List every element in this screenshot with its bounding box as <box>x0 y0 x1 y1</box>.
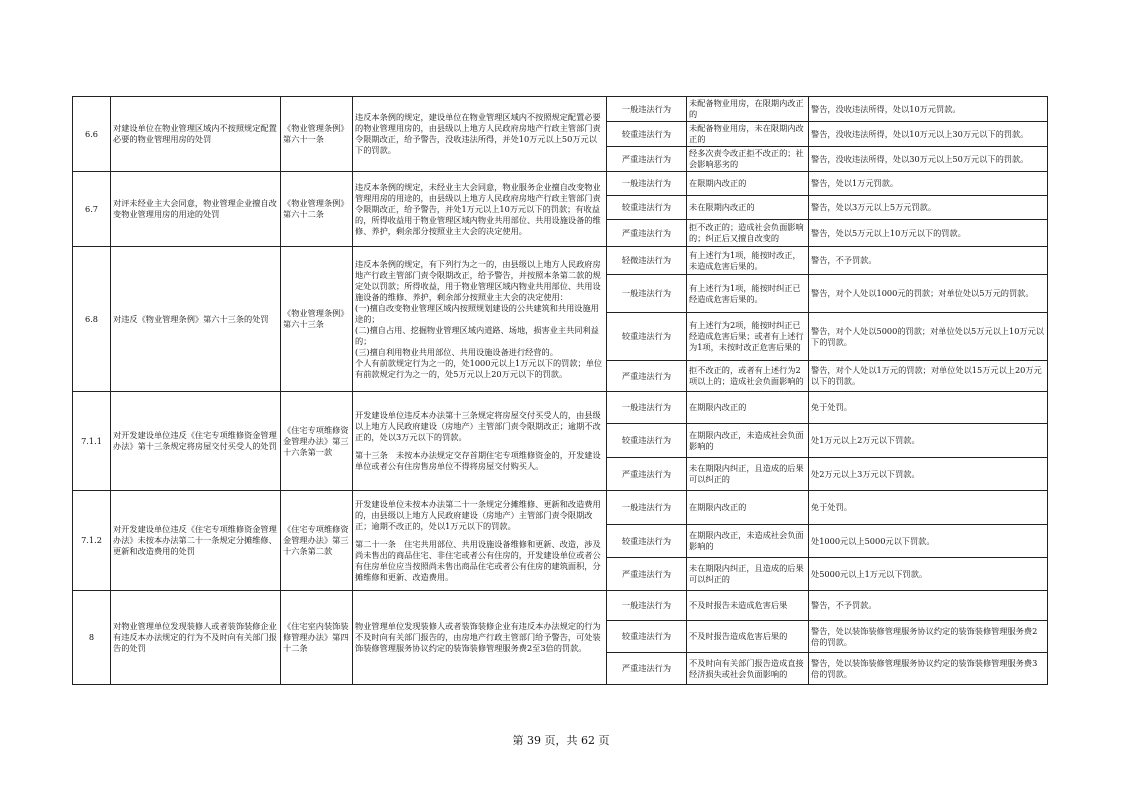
legal-basis: 《住宅室内装饰装修管理办法》第四十二条 <box>281 591 353 685</box>
footer-middle: 页，共 <box>541 734 581 747</box>
violation-level: 较重违法行为 <box>607 525 687 558</box>
table-row <box>73 491 1048 525</box>
circumstance: 不及时向有关部门报告造成直接经济损失或社会负面影响的 <box>687 653 809 685</box>
legal-basis: 《住宅专项维修资金管理办法》第三十六条第二款 <box>281 491 353 591</box>
table-row <box>73 392 1048 424</box>
penalty: 处2万元以上3万元以下罚款。 <box>809 458 1048 491</box>
violation-level: 严重违法行为 <box>607 558 687 591</box>
circumstance: 在限期内改正的 <box>687 172 809 196</box>
legal-clause <box>353 591 607 685</box>
circumstance: 拒不改正的，或者有上述行为2项以上的；造成社会负面影响的 <box>687 361 809 392</box>
violation-level: 较重违法行为 <box>607 313 687 361</box>
circumstance: 不及时报告造成危害后果的 <box>687 621 809 653</box>
footer-prefix: 第 <box>512 734 527 747</box>
violation-level: 一般违法行为 <box>607 275 687 313</box>
circumstance: 在期限内改正的 <box>687 491 809 525</box>
clause-paragraph: 开发建设单位违反本办法第十三条规定将房屋交付买受人的，由县级以上地方人民政府建设（房地产）主管部门责令限期改正；逾期不改正的，处以3万元以下的罚款。 <box>355 410 601 442</box>
circumstance: 未配备物业用房，在限期内改正的 <box>687 97 809 122</box>
circumstance: 在期限内改正的 <box>687 392 809 424</box>
circumstance: 有上述行为1项，能按时改正，未造成危害后果的。 <box>687 247 809 275</box>
footer-suffix: 页 <box>595 734 610 747</box>
violation-level: 严重违法行为 <box>607 147 687 172</box>
table-body <box>73 97 1048 685</box>
item-name: 对开发建设单位违反《住宅专项维修资金管理办法》第十三条规定将房屋交付买受人的处罚 <box>111 392 281 491</box>
penalty: 警告，不予罚款。 <box>809 591 1048 621</box>
penalty: 警告，对个人处以1000元的罚款；对单位处以5万元的罚款。 <box>809 275 1048 313</box>
penalty: 警告，处以装饰装修管理服务协议约定的装饰装修管理服务费2倍的罚款。 <box>809 621 1048 653</box>
legal-basis: 《住宅专项维修资金管理办法》第三十六条第一款 <box>281 392 353 491</box>
item-number: 7.1.2 <box>73 491 111 591</box>
penalty: 处5000元以上1万元以下罚款。 <box>809 558 1048 591</box>
table-row <box>73 172 1048 196</box>
penalty-table <box>72 96 1048 685</box>
item-name: 对开发建设单位违反《住宅专项维修资金管理办法》未按本办法第二十一条规定分摊维修、更新和改造费用的处罚 <box>111 491 281 591</box>
item-name: 对违反《物业管理条例》第六十三条的处罚 <box>111 247 281 392</box>
clause-paragraph: 第十三条 未按本办法规定交存首期住宅专项维修资金的，开发建设单位或者公有住房售房单位不得将房屋交付购买人。 <box>355 450 601 471</box>
legal-clause <box>353 491 607 591</box>
circumstance: 有上述行为1项，能按时纠正已经造成危害后果的。 <box>687 275 809 313</box>
legal-clause <box>353 172 607 247</box>
circumstance: 未配备物业用房，未在限期内改正的 <box>687 122 809 147</box>
penalty: 警告，没收违法所得，处以10万元罚款。 <box>809 97 1048 122</box>
penalty: 警告，处以装饰装修管理服务协议约定的装饰装修管理服务费3倍的罚款。 <box>809 653 1048 685</box>
item-number: 6.6 <box>73 97 111 172</box>
table-row <box>73 591 1048 621</box>
violation-level: 一般违法行为 <box>607 97 687 122</box>
circumstance: 有上述行为2项，能按时纠正已经造成危害后果；或者有上述行为1项，未按时改正危害后果的 <box>687 313 809 361</box>
clause-paragraph: 开发建设单位未按本办法第二十一条规定分摊维修、更新和改造费用的，由县级以上地方人民政府建设（房地产）主管部门责令限期改正；逾期不改正的，处以1万元以下的罚款。 <box>355 498 601 531</box>
clause-paragraph: 违反本条例的规定，有下列行为之一的，由县级以上地方人民政府房地产行政主管部门责令限期改正，给予警告，并按照本条第二款的规定处以罚款；所得收益，用于物业管理区域内物业共用部位、共用设施设备的维修、养护，剩余部分按照业主大会的决定使用： <box>355 258 601 302</box>
clause-paragraph: (一)擅自改变物业管理区域内按照规划建设的公共建筑和共用设施用途的； <box>355 302 599 324</box>
circumstance: 未在限期内改正的 <box>687 196 809 220</box>
item-name: 对评未经业主大会同意，物业管理企业擅自改变物业管理用房的用途的处罚 <box>111 172 281 247</box>
clause-paragraph: 物业管理单位发现装修人或者装饰装修企业有违反本办法规定的行为不及时向有关部门报告的，由房地产行政主管部门给予警告，可处装饰装修管理服务协议约定的装饰装修管理服务费2至3倍的罚款。 <box>355 621 601 653</box>
circumstance: 不及时报告未造成危害后果 <box>687 591 809 621</box>
item-number: 7.1.1 <box>73 392 111 491</box>
page-total: 62 <box>581 734 595 747</box>
clause-paragraph: 第二十一条 住宅共用部位、共用设施设备维修和更新、改造，涉及尚未售出的商品住宅、非住宅或者公有住房的，开发建设单位或者公有住房单位应当按照尚未售出商品住宅或者公有住房的建筑面积，分摊维修和更新、改造费用。 <box>355 538 601 582</box>
violation-level: 严重违法行为 <box>607 220 687 247</box>
violation-level: 严重违法行为 <box>607 361 687 392</box>
violation-level: 较重违法行为 <box>607 424 687 458</box>
penalty: 警告，没收违法所得，处以10万元以上30万元以下的罚款。 <box>809 122 1048 147</box>
page-number: 39 <box>527 734 541 747</box>
document-page <box>72 96 1047 685</box>
item-name: 对建设单位在物业管理区域内不按照规定配置必要的物业管理用房的处罚 <box>111 97 281 172</box>
penalty: 处1000元以上5000元以下罚款。 <box>809 525 1048 558</box>
violation-level: 一般违法行为 <box>607 392 687 424</box>
legal-basis: 《物业管理条例》第六十三条 <box>281 247 353 392</box>
clause-paragraph: 违反本条例的规定，未经业主大会同意，物业服务企业擅自改变物业管理用房的用途的，由县级以上地方人民政府房地产行政主管部门责令限期改正，给予警告，并处1万元以上10万元以下的罚款；有收益的，所得收益用于物业管理区域内物业共用部位、共用设施设备的维修、养护，剩余部分按照业主大会的决定使用。 <box>355 181 601 236</box>
clause-paragraph: 违反本条例的规定，建设单位在物业管理区域内不按照规定配置必要的物业管理用房的，由县级以上地方人民政府房地产行政主管部门责令限期改正，给予警告，没收违法所得，并处10万元以上50万元以下的罚款。 <box>355 112 601 155</box>
violation-level: 较重违法行为 <box>607 196 687 220</box>
circumstance: 未在期限内纠正，且造成的后果可以纠正的 <box>687 458 809 491</box>
circumstance: 在期限内改正，未造成社会负面影响的 <box>687 424 809 458</box>
item-number: 6.7 <box>73 172 111 247</box>
legal-clause <box>353 97 607 172</box>
table-row <box>73 97 1048 122</box>
circumstance: 经多次责令改正拒不改正的；社会影响恶劣的 <box>687 147 809 172</box>
violation-level: 较重违法行为 <box>607 621 687 653</box>
clause-gap <box>355 532 604 539</box>
legal-basis: 《物业管理条例》第六十二条 <box>281 172 353 247</box>
violation-level: 轻微违法行为 <box>607 247 687 275</box>
penalty: 免于处罚。 <box>809 392 1048 424</box>
clause-paragraph: (三)擅自利用物业共用部位、共用设施设备进行经营的。 <box>355 346 558 357</box>
penalty: 警告，处以1万元罚款。 <box>809 172 1048 196</box>
item-number: 8 <box>73 591 111 685</box>
penalty: 警告，不予罚款。 <box>809 247 1048 275</box>
legal-basis: 《物业管理条例》第六十一条 <box>281 97 353 172</box>
penalty: 免于处罚。 <box>809 491 1048 525</box>
violation-level: 严重违法行为 <box>607 653 687 685</box>
penalty: 警告，处以3万元以上5万元罚款。 <box>809 196 1048 220</box>
penalty: 处1万元以上2万元以下罚款。 <box>809 424 1048 458</box>
clause-paragraph: 个人有前款规定行为之一的，处1000元以上1万元以下的罚款；单位有前款规定行为之一的，处5万元以上20万元以下的罚款。 <box>355 357 603 379</box>
legal-clause <box>353 247 607 392</box>
clause-gap <box>355 443 604 450</box>
table-row <box>73 247 1048 275</box>
penalty: 警告，对个人处以5000的罚款；对单位处以5万元以上10万元以下的罚款。 <box>809 313 1048 361</box>
violation-level: 一般违法行为 <box>607 591 687 621</box>
circumstance: 未在期限内纠正，且造成的后果可以纠正的 <box>687 558 809 591</box>
penalty: 警告，处以5万元以上10万元以下的罚款。 <box>809 220 1048 247</box>
page-footer <box>0 732 1122 748</box>
circumstance: 在期限内改正，未造成社会负面影响的 <box>687 525 809 558</box>
violation-level: 较重违法行为 <box>607 122 687 147</box>
clause-paragraph: (二)擅自占用、挖掘物业管理区域内道路、场地，损害业主共同利益的； <box>355 324 599 346</box>
legal-clause <box>353 392 607 491</box>
violation-level: 一般违法行为 <box>607 491 687 525</box>
item-name: 对物业管理单位发现装修人或者装饰装修企业有违反本办法规定的行为不及时向有关部门报告的处罚 <box>111 591 281 685</box>
item-number: 6.8 <box>73 247 111 392</box>
circumstance: 拒不改正的；造成社会负面影响的；纠正后又擅自改变的 <box>687 220 809 247</box>
penalty: 警告，没收违法所得，处以30万元以上50万元以下的罚款。 <box>809 147 1048 172</box>
penalty: 警告，对个人处以1万元的罚款；对单位处以15万元以上20万元以下的罚款。 <box>809 361 1048 392</box>
violation-level: 一般违法行为 <box>607 172 687 196</box>
violation-level: 严重违法行为 <box>607 458 687 491</box>
